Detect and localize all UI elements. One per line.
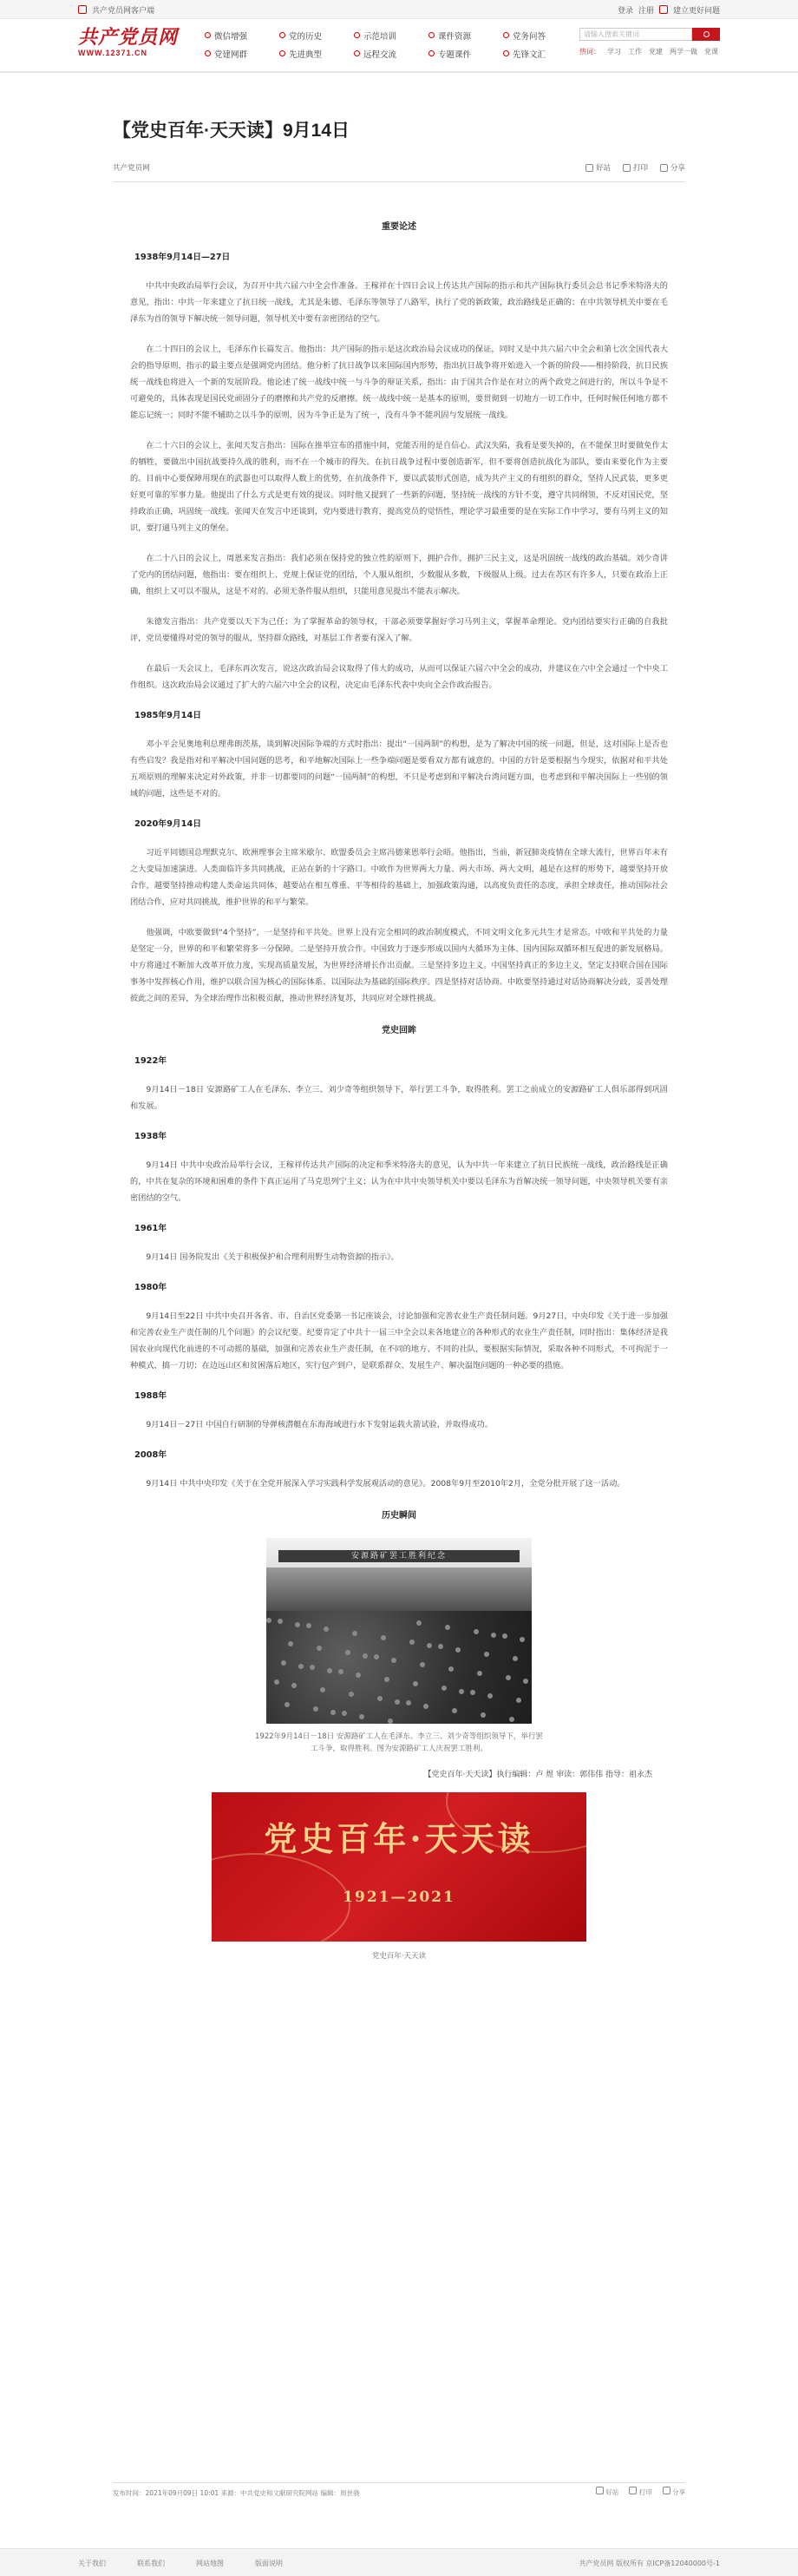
crowd-figure (317, 1646, 322, 1651)
crowd-figure (470, 1690, 475, 1695)
nav-icon (503, 32, 509, 38)
hot-word[interactable]: 党建 (649, 48, 663, 56)
register-link[interactable]: 注册 (638, 6, 654, 16)
paragraph: 9月14日 中共中央印发《关于在全党开展深入学习实践科学发展观活动的意见》。2008年9月至2010年2月，全党分批开展了这一活动。 (146, 1479, 625, 1488)
crowd-figure (474, 1629, 479, 1634)
editor-credits: 【党史百年·天天读】执行编辑：卢 煜 审读：郭伟伟 指导：祖永杰 (423, 1771, 652, 1779)
print-icon (629, 2487, 637, 2494)
share-button[interactable]: 分享 (660, 162, 685, 173)
crowd-figure (423, 1704, 428, 1709)
crowd-figure (416, 1620, 422, 1626)
crowd-figure (491, 1633, 496, 1638)
crowd-figure (409, 1640, 415, 1645)
nav-icon (503, 50, 509, 56)
history-photo (266, 1538, 532, 1724)
crowd-figure (513, 1656, 518, 1661)
nav-item[interactable]: 党的历史 (279, 30, 354, 41)
crowd-figure (388, 1718, 393, 1724)
paragraph: 9月14日 中共中央政治局举行会议，王稼祥传达共产国际的决定和季米特洛夫的意见，认为中共一年来建立了抗日民族统一战线，政治路线是正确的，中共在复杂的环境和困难的条件下真正运用了马克思列宁主义；认为在中共中央领导机关中要以毛泽东为首解决统一领导问题，中央领导机关要有亲密团结的空气。 (130, 1160, 668, 1203)
nav-item[interactable]: 先锋文汇 (503, 48, 578, 59)
crowd-figure (345, 1650, 350, 1655)
section-heading: 重要论述 (382, 222, 416, 232)
login-link[interactable]: 登录 (617, 6, 633, 16)
share-icon (660, 164, 668, 172)
star-icon (585, 164, 593, 172)
crowd-figure (413, 1681, 418, 1686)
nav-item[interactable]: 党务问答 (503, 30, 578, 41)
crowd-figure (295, 1622, 300, 1627)
crowd-figure (363, 1653, 368, 1659)
crowd-figure (324, 1626, 329, 1632)
crowd-figure (381, 1635, 386, 1640)
crowd-figure (377, 1696, 383, 1701)
nav-item[interactable]: 先进典型 (279, 48, 354, 59)
nav-icon (354, 50, 360, 56)
crowd-figure (391, 1658, 396, 1663)
crowd-figure (459, 1689, 464, 1694)
crowd-figure (349, 1692, 354, 1697)
footer-share-button[interactable]: 分享 (663, 2487, 685, 2497)
year-heading: 1938年9月14日—27日 (134, 253, 231, 262)
paragraph: 他强调，中欧要做到“4个坚持”，一是坚持和平共处。世界上没有完全相同的政治制度模式，不同文明文化多元共生才是常态。中欧和平共处的力量是坚定一分，世界的和平和繁荣将多一分保障。二是坚持开放合作。中国致力于逐步形成以国内大循环为主体、国内国际双循环相互促进的新发展格局。中方将通过不断加大改革开放力度，实现高质量发展，为世界经济增长作出贡献。三是坚持多边主义。中国坚持真正的多边主义，坚定支持联合国在国际事务中发挥核心作用，维护以联合国为核心的国际体系、以国际法为基础的国际秩序。四是坚持对话协商。中欧要坚持通过对话协商解决分歧，妥善处理彼此之间的差异，为全球治理作出积极贡献，推动世界经济复苏，共同应对全球性挑战。 (130, 928, 668, 1003)
crowd-figure (516, 1698, 521, 1703)
article-source: 共产党员网 (113, 164, 150, 173)
crowd-figure (313, 1706, 318, 1712)
nav-icon (279, 50, 285, 56)
site-logo[interactable] (78, 26, 193, 57)
print-icon (623, 164, 631, 172)
site-footer (0, 2548, 798, 2576)
site-header (0, 19, 798, 73)
print-button[interactable]: 打印 (623, 162, 648, 173)
promo-years: 1921—2021 (343, 1889, 455, 1906)
crowd-figure (356, 1672, 361, 1678)
hot-word[interactable]: 党课 (704, 48, 718, 56)
copyright: 共产党员网 版权所有 京ICP备12040000号-1 (579, 2559, 720, 2567)
crowd-figure (374, 1654, 379, 1659)
crowd-figure (281, 1660, 286, 1666)
section-heading: 历史瞬间 (382, 1511, 416, 1521)
nav-item[interactable]: 远程交流 (354, 48, 428, 59)
crowd-figure (352, 1631, 357, 1636)
star-icon (596, 2487, 604, 2494)
favorite-button[interactable]: 好站 (585, 162, 611, 173)
crowd-figure (506, 1675, 511, 1680)
promo-title: 党史百年·天天读 (264, 1819, 534, 1858)
footer-favorite-button[interactable]: 好站 (596, 2487, 618, 2497)
paragraph: 在二十六日的会议上，张闻天发言指出：国际在推举宣布的措施中间，党能否用的是自信心。武汉失陷，我看是要失掉的，在不能保卫时要做免作太的牺牲，要做出中国抗战要持久战的胜利，而不在一个城市的得失。在抗日战争过程中要创造新军，但不要将创造抗战化为部队，要由来要化作为主要的。目前中心要保障用现在的武器也可以取得人数上的优势，在抗战条件下，要以武装形式创造，成为共产主义的有组织的群众，坚持人民武装，更多更好更可靠的军事力量。他提出了什么方式是更有效的提议。同时他又提到了一些新的问题，坚持统一战线的方针不变，遵守共同纲领，不反对国民党，坚持政治正确，巩固统一战线。张闻天在发言中还谈到，党内要进行教育，提高党员的觉悟性，理论学习最重要的是在实际工作中学习，要有马列主义的知识，要打通马列主义的堡垒。 (130, 441, 668, 533)
photo-building (266, 1567, 532, 1611)
footer-link[interactable]: 网站地图 (196, 2559, 224, 2567)
article-title: 【党史百年·天天读】9月14日 (113, 121, 350, 141)
crowd-figure (266, 1618, 271, 1623)
crowd-figure (306, 1623, 311, 1628)
crowd-figure (523, 1679, 528, 1684)
crowd-figure (395, 1699, 400, 1705)
logo-title: 共产党员网 (78, 26, 179, 49)
paragraph: 朱德发言指出：共产党要以天下为己任；为了掌握革命的领导权，干部必须要掌握好学习马列主义，掌握革命理论。党内团结要实行正确的自我批评，党员要懂得对党的领导的服从，坚持群众路线，对基层工作者要有深入了解。 (130, 617, 668, 643)
hot-label: 热词： (579, 48, 600, 56)
section-heading: 党史回眸 (382, 1026, 416, 1035)
crowd-figure (291, 1683, 297, 1688)
hot-word[interactable]: 学习 (607, 48, 621, 56)
paragraph: 9月14日－27日 中国自行研制的导弹核潜艇在东海海域进行水下发射运载火箭试验，并取得成功。 (146, 1420, 494, 1429)
year-heading: 1961年 (134, 1224, 167, 1233)
logo-url: WWW.12371.CN (78, 49, 148, 57)
nav-icon (205, 32, 211, 38)
nav-icon (205, 50, 211, 56)
hot-word[interactable]: 工作 (628, 48, 642, 56)
paragraph: 9月14日－18日 安源路矿工人在毛泽东、李立三、刘少奇等组织领导下，举行罢工斗争，取得胜利。罢工之前成立的安源路矿工人俱乐部得到巩固和发展。 (130, 1085, 668, 1111)
crowd-figure (502, 1633, 507, 1639)
year-heading: 1988年 (134, 1391, 167, 1401)
paragraph: 9月14日 国务院发出《关于积极保护和合理利用野生动物资源的指示》。 (146, 1252, 399, 1262)
year-heading: 1985年9月14日 (134, 711, 202, 720)
promo-caption: 党史百年·天天读 (371, 1952, 427, 1961)
crowd-figure (448, 1666, 454, 1672)
crowd-figure (278, 1619, 283, 1624)
nav-icon (428, 32, 435, 38)
crowd-figure (359, 1714, 364, 1719)
promo-banner (212, 1792, 586, 1942)
nav-item[interactable]: 党建网群 (205, 48, 279, 59)
nav-item[interactable]: 专题课件 (428, 48, 503, 59)
year-heading: 2020年9月14日 (134, 819, 202, 829)
article-body (130, 203, 668, 1982)
crowd-figure (342, 1711, 347, 1716)
crowd-figure (509, 1717, 514, 1722)
feedback-link[interactable]: 建立更好问题 (672, 6, 720, 16)
search-box (579, 28, 720, 41)
crowd-figure (445, 1625, 450, 1630)
crowd-figure (406, 1700, 411, 1705)
publish-meta: 发布时间：2021年09月09日 10:01 来源：中共党史和文献研究院网站 编辑：周世骁 (113, 2489, 360, 2497)
paragraph: 习近平同德国总理默克尔、欧洲理事会主席米歇尔、欧盟委员会主席冯德莱恩举行会晤。他指出，当前，新冠肺炎疫情在全球大流行，世界百年未有之大变局加速演进。人类面临许多共同挑战，正站在新的十字路口。中欧作为世界两大力量、两大市场、两大文明，越是在这样的形势下，越要坚持开放合作，越要坚持推动构建人类命运共同体，越要站在相互尊重、平等相待的基础上，加强政策沟通，以高度负责任的态度，承担全球责任，推动国际社会团结合作，应对共同挑战，维护世界的和平与繁荣。 (130, 848, 668, 907)
crowd-figure (285, 1702, 290, 1707)
article-footer (113, 2482, 685, 2501)
crowd-figure (484, 1652, 489, 1657)
search-input[interactable]: 请输入搜索关键词 (579, 28, 692, 41)
crowd-figure (384, 1677, 389, 1682)
article-tools (585, 162, 685, 173)
footer-print-button[interactable]: 打印 (629, 2487, 651, 2497)
nav-icon (279, 32, 285, 38)
app-link[interactable]: 共产党员网客户端 (92, 6, 155, 16)
photo-crowd (266, 1611, 532, 1724)
crowd-figure (330, 1710, 336, 1715)
hot-words (579, 47, 718, 56)
crowd-figure (420, 1662, 425, 1667)
year-heading: 1938年 (134, 1132, 167, 1141)
crowd-figure (487, 1693, 493, 1699)
paragraph: 9月14日至22日 中共中央召开各省、市、自治区党委第一书记座谈会，讨论加强和完善农业生产责任制问题。9月27日，中央印发《关于进一步加强和完善农业生产责任制的几个问题》的会议纪要。纪要肯定了中共十一届三中全会以来各地建立的各种形式的农业生产责任制，同时指出：集体经济是我国农业向现代化前进的不可动摇的基础，加强和完善农业生产责任制，在不同的地方、不同的社队，要根据实际情况，采取各种不同形式，不可拘泥于一种模式，搞一刀切；在边远山区和贫困落后地区，实行包产到户，是联系群众、发展生产、解决温饱问题的一种必要的措施。 (130, 1311, 668, 1370)
share-icon (663, 2487, 670, 2494)
article-meta (113, 160, 685, 182)
search-icon (703, 31, 710, 37)
hot-word[interactable]: 两学一做 (670, 48, 697, 56)
article (113, 73, 685, 2546)
crowd-figure (288, 1641, 293, 1646)
crowd-figure (452, 1708, 457, 1713)
footer-link[interactable]: 关于我们 (78, 2559, 106, 2567)
crowd-figure (438, 1644, 443, 1649)
footer-tools (596, 2487, 685, 2497)
paragraph: 在最后一天会议上，毛泽东再次发言，说这次政治局会议取得了伟大的成功，从而可以保证六届六中全会的成功，并建议在六中全会通过一个中央工作组织。这次政治局会议通过了扩大的六届六中全会的议程，决定由毛泽东代表中央向全会作政治报告。 (130, 664, 668, 690)
paragraph: 在二十八日的会议上，周恩来发言指出：我们必须在保持党的独立性的原则下，拥护合作，拥护三民主义，这是巩固统一战线的政治基础。刘少奇讲了党内的团结问题，他指出：要在组织上、党规上保证党的团结，个人服从组织，少数服从多数，下级服从上级。过去在苏区有许多人，只要在政治上正确，组织上又可以不服从，这是不对的。必须无条件服从组织，只能用意见提出不能表示解决。 (130, 554, 668, 596)
crowd-figure (520, 1637, 525, 1642)
footer-link[interactable]: 联系我们 (137, 2559, 165, 2567)
photo-banner-text: 安源路矿罢工胜利纪念 (278, 1550, 520, 1562)
crowd-figure (274, 1679, 279, 1685)
crowd-figure (427, 1643, 432, 1648)
footer-link[interactable]: 版面说明 (255, 2559, 283, 2567)
year-heading: 1922年 (134, 1056, 167, 1066)
nav-item[interactable]: 微信增强 (205, 30, 279, 41)
nav-icon (428, 50, 435, 56)
paragraph: 中共中央政治局举行会议，为召开中共六届六中全会作准备。王稼祥在十四日会议上传达共产国际的指示和共产国际执行委员会总书记季米特洛夫的意见，指出：中共一年来建立了抗日统一战线，尤其是朱德、毛泽东等领导了八路军，执行了党的新政策，政治路线是正确的；在中共领导机关中要在毛泽东为首的领导下解决统一领导问题，领导机关中要有亲密团结的空气。 (130, 281, 668, 324)
crowd-figure (338, 1669, 343, 1674)
crowd-figure (442, 1686, 447, 1691)
top-bar (0, 0, 798, 19)
crowd-figure (298, 1664, 304, 1669)
nav-icon (354, 32, 360, 38)
paragraph: 邓小平会见奥地利总理弗朗茨基，谈到解决国际争端的方式时指出：提出“一国两制”的构想，是为了解决中国的统一问题，但是，这对国际上是否也有些启发？我是指对和平解决中国问题的思考，和平地解决国际上一些争端问题是要看双方都有诚意的。中国的方针是要根据当今现实，依据对和平共处五项原则的理解来决定对外政策，并非一切都要同的问题“一国两制”的构想，不只是考虑到和平解决台湾问题方面，也考虑到和平解决国际上一些别的领域的问题，这些是不对的。 (130, 739, 668, 798)
feedback-icon (659, 5, 668, 14)
year-heading: 2008年 (134, 1450, 167, 1460)
crowd-figure (477, 1671, 482, 1676)
crowd-figure (481, 1712, 486, 1718)
paragraph: 在二十四日的会议上，毛泽东作长篇发言。他指出：共产国际的指示是这次政治局会议成功的保证，同时又是中共六届六中全会和第七次全国代表大会的指导原则，指示的最主要点是强调党内团结。他分析了抗日战争以来国际国内形势，指出抗日战争将开始进入一个新的阶段——相持阶段，抗日民族统一战线也将进入一个新的发展阶段。他论述了统一战线中统一与斗争的辩证关系，指出：由于国共合作是在对立的两个政党之间进行的，所以斗争是不可避免的，具体表现是国民党顽固分子的磨擦和共产党的反磨擦。统一战线中统一是基本的原则，要贯彻到一切地方一切工作中，任何时候任何地方都不能忘记统一；同时不能不辅助之以斗争的原则，因为斗争正是为了统一，没有斗争不能巩固与发展统一战线。 (130, 345, 668, 420)
phone-icon (78, 5, 87, 14)
crowd-figure (327, 1668, 332, 1673)
photo-caption: 1922年9月14日－18日 安源路矿工人在毛泽东、李立三、刘少奇等组织领导下，举行罢工斗争，取得胜利。图为安源路矿工人庆祝罢工胜利。 (255, 1732, 543, 1753)
year-heading: 1980年 (134, 1283, 167, 1292)
nav-item[interactable]: 课件资源 (428, 30, 503, 41)
search-button[interactable] (692, 28, 720, 41)
crowd-figure (320, 1687, 325, 1692)
main-nav (205, 30, 578, 59)
nav-item[interactable]: 示范培训 (354, 30, 428, 41)
crowd-figure (455, 1647, 461, 1653)
crowd-figure (310, 1665, 315, 1670)
